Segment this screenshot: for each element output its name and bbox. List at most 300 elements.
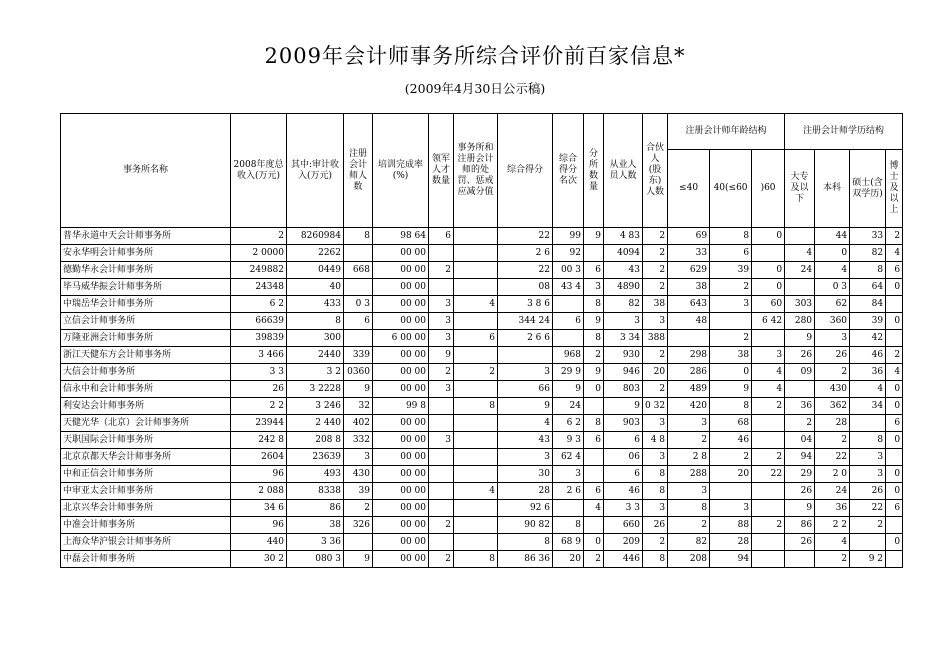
table-cell [429, 398, 454, 415]
table-cell: 4 [785, 245, 815, 262]
table-row [61, 381, 903, 398]
table-row [61, 262, 903, 279]
table-cell: 0 [752, 228, 785, 245]
table-cell: 344 24 [498, 313, 553, 330]
table-cell [454, 262, 498, 279]
header-firm-name: 事务所名称 [61, 114, 231, 228]
firm-name-cell: 中瑞岳华会计师事务所 [61, 296, 231, 313]
table-cell: 2 [815, 551, 850, 568]
table-cell: 6 [429, 228, 454, 245]
header-edu-doctor: 博士及以上 [886, 150, 903, 228]
table-cell: 69 [668, 228, 710, 245]
table-cell: 629 [668, 262, 710, 279]
table-cell: 6 [454, 330, 498, 347]
table-body [61, 228, 903, 568]
table-cell [454, 245, 498, 262]
table-cell: 2 [785, 415, 815, 432]
table-cell: 00 00 [373, 534, 429, 551]
table-cell: 3 [850, 449, 886, 466]
table-cell: 42 [850, 330, 886, 347]
table-cell: 9 3 [553, 432, 584, 449]
table-cell: 0 [752, 262, 785, 279]
firm-name-cell: 信永中和会计师事务所 [61, 381, 231, 398]
table-cell: 8 [344, 228, 373, 245]
table-cell: 3 [498, 364, 553, 381]
table-cell: 92 [553, 245, 584, 262]
table-cell: 402 [344, 415, 373, 432]
table-cell: 0 [886, 466, 903, 483]
table-cell [785, 551, 815, 568]
table-cell: 4094 [604, 245, 643, 262]
table-cell: 3 [710, 296, 752, 313]
table-cell: 2 [344, 500, 373, 517]
table-cell: 3 [429, 381, 454, 398]
table-cell: 00 00 [373, 500, 429, 517]
firm-name-cell: 浙江天健东方会计师事务所 [61, 347, 231, 364]
table-cell: 3 [643, 449, 668, 466]
table-cell: 3 34 [604, 330, 643, 347]
firm-name-cell: 毕马威华振会计师事务所 [61, 279, 231, 296]
table-cell: 33 [668, 245, 710, 262]
table-cell [850, 534, 886, 551]
table-cell: 00 3 [553, 262, 584, 279]
header-revenue: 2008年度总收入(万元) [231, 114, 287, 228]
table-cell: 09 [785, 364, 815, 381]
header-edu-bachelor: 本科 [815, 150, 850, 228]
table-cell: 3 2 [287, 364, 344, 381]
table-cell: 208 8 [287, 432, 344, 449]
table-cell [454, 347, 498, 364]
table-cell: 00 00 [373, 415, 429, 432]
table-cell: 0 [886, 279, 903, 296]
table-cell: 326 [344, 517, 373, 534]
table-cell: 86 36 [498, 551, 553, 568]
table-cell: 493 [287, 466, 344, 483]
table-cell [584, 466, 604, 483]
table-cell: 3 246 [287, 398, 344, 415]
table-cell [752, 245, 785, 262]
table-cell [886, 517, 903, 534]
table-cell: 30 2 [231, 551, 287, 568]
table-cell: 4 [815, 534, 850, 551]
table-cell: 24348 [231, 279, 287, 296]
table-cell: 9 2 [850, 551, 886, 568]
table-cell: 3 [668, 483, 710, 500]
table-cell [344, 279, 373, 296]
table-cell [752, 534, 785, 551]
table-cell [785, 381, 815, 398]
header-partners: 合伙人(股东)人数 [643, 114, 668, 228]
table-cell: 6 42 [752, 313, 785, 330]
table-cell [752, 551, 785, 568]
table-cell: 26 [850, 483, 886, 500]
table-cell: 668 [344, 262, 373, 279]
table-cell: 99 [553, 228, 584, 245]
table-cell: 9 [604, 398, 643, 415]
table-cell: 362 [815, 398, 850, 415]
table-row [61, 279, 903, 296]
table-cell: 0 3 [815, 279, 850, 296]
table-cell: 2 [584, 551, 604, 568]
table-cell: 38 [710, 347, 752, 364]
table-cell: 9 [498, 398, 553, 415]
table-row [61, 466, 903, 483]
firm-name-cell: 天职国际会计师事务所 [61, 432, 231, 449]
table-cell: 2 [850, 517, 886, 534]
table-cell: 66639 [231, 313, 287, 330]
table-cell: 22 [498, 262, 553, 279]
table-cell [886, 449, 903, 466]
table-cell: 8 [553, 517, 584, 534]
table-cell [584, 245, 604, 262]
table-cell: 36 [785, 398, 815, 415]
table-cell [785, 228, 815, 245]
table-cell: 3 [429, 313, 454, 330]
table-cell: 930 [604, 347, 643, 364]
table-cell: 20 [553, 551, 584, 568]
table-cell [886, 330, 903, 347]
header-age-group: 注册会计师年龄结构 [668, 114, 785, 150]
table-cell: 2 0 [815, 466, 850, 483]
table-cell: 8 [454, 398, 498, 415]
table-cell: 8338 [287, 483, 344, 500]
table-row [61, 534, 903, 551]
table-cell: 46 [604, 483, 643, 500]
table-cell: 8 [643, 551, 668, 568]
table-cell: 360 [815, 313, 850, 330]
table-cell: 8 [850, 262, 886, 279]
table-cell: 4 8 [643, 432, 668, 449]
table-cell: 04 [785, 432, 815, 449]
table-cell: 4890 [604, 279, 643, 296]
table-cell: 2 [429, 364, 454, 381]
table-cell: 660 [604, 517, 643, 534]
table-cell: 6 2 [553, 415, 584, 432]
table-cell: 2 [886, 347, 903, 364]
header-score: 综合得分 [498, 114, 553, 228]
table-cell: 2 2 [815, 517, 850, 534]
table-cell: 2 440 [287, 415, 344, 432]
table-cell: 489 [668, 381, 710, 398]
table-cell: 38 [287, 517, 344, 534]
table-cell: 2 [643, 228, 668, 245]
header-audit-revenue: 其中:审计收入(万元) [287, 114, 344, 228]
table-cell: 3 [710, 500, 752, 517]
table-cell: 300 [287, 330, 344, 347]
table-cell: 62 [815, 296, 850, 313]
firm-name-cell: 北京兴华会计师事务所 [61, 500, 231, 517]
table-cell: 6 [584, 432, 604, 449]
table-row [61, 398, 903, 415]
table-row [61, 551, 903, 568]
table-cell: 8 [710, 228, 752, 245]
table-cell [454, 313, 498, 330]
table-cell: 3 [668, 415, 710, 432]
table-cell: 4 [815, 262, 850, 279]
table-cell: 64 [850, 279, 886, 296]
table-cell: 96 [231, 466, 287, 483]
table-cell [553, 296, 584, 313]
firm-name-cell: 万隆亚洲会计师事务所 [61, 330, 231, 347]
table-cell [454, 415, 498, 432]
table-cell: 26 [231, 381, 287, 398]
table-cell: 24 [785, 262, 815, 279]
table-cell: 32 [344, 398, 373, 415]
table-cell [668, 330, 710, 347]
table-cell: 98 64 [373, 228, 429, 245]
table-cell: 3 [584, 279, 604, 296]
table-cell [785, 279, 815, 296]
table-row [61, 228, 903, 245]
table-cell: 080 3 [287, 551, 344, 568]
table-cell: 968 [553, 347, 584, 364]
firm-name-cell: 立信会计师事务所 [61, 313, 231, 330]
table-cell: 6 [886, 415, 903, 432]
table-cell: 2 [710, 279, 752, 296]
table-row [61, 483, 903, 500]
table-cell: 903 [604, 415, 643, 432]
table-cell: 43 [498, 432, 553, 449]
table-cell: 6 00 00 [373, 330, 429, 347]
table-cell: 0 [752, 279, 785, 296]
table-cell: 946 [604, 364, 643, 381]
table-cell: 4 [498, 415, 553, 432]
table-cell: 3 466 [231, 347, 287, 364]
table-cell: 0 [886, 432, 903, 449]
table-cell: 38 [643, 296, 668, 313]
table-cell [454, 466, 498, 483]
header-edu-college: 大专及以下 [785, 150, 815, 228]
table-cell [584, 517, 604, 534]
table-cell: 3 [498, 449, 553, 466]
table-cell: 9 [553, 381, 584, 398]
header-rank: 综合得分名次 [553, 114, 584, 228]
firm-name-cell: 中和正信会计师事务所 [61, 466, 231, 483]
table-cell: 4 83 [604, 228, 643, 245]
table-cell [429, 483, 454, 500]
table-cell: 9 [584, 313, 604, 330]
table-cell: 28 [710, 534, 752, 551]
table-cell: 3 3 [231, 364, 287, 381]
table-cell: 66 [498, 381, 553, 398]
table-cell: 00 00 [373, 466, 429, 483]
table-cell: 332 [344, 432, 373, 449]
table-row [61, 517, 903, 534]
table-row [61, 296, 903, 313]
table-cell: 2 [815, 364, 850, 381]
table-cell: 3 8 6 [498, 296, 553, 313]
header-branches: 分所数量 [584, 114, 604, 228]
table-cell: 2440 [287, 347, 344, 364]
table-cell: 84 [850, 296, 886, 313]
table-cell: 34 6 [231, 500, 287, 517]
table-cell: 0449 [287, 262, 344, 279]
table-cell: 2 [710, 330, 752, 347]
table-cell: 8 [643, 483, 668, 500]
table-cell: 0 [584, 381, 604, 398]
table-cell: 23944 [231, 415, 287, 432]
table-cell: 4 [752, 381, 785, 398]
table-cell: 68 9 [553, 534, 584, 551]
table-cell: 208 [668, 551, 710, 568]
table-cell: 2 0000 [231, 245, 287, 262]
table-cell: 06 [604, 449, 643, 466]
firm-name-cell: 中磊会计师事务所 [61, 551, 231, 568]
table-cell: 9 [710, 381, 752, 398]
table-cell [553, 500, 584, 517]
header-age-40-60: 40(≤60 [710, 150, 752, 228]
table-cell: 0 32 [643, 398, 668, 415]
table-cell: 8 [850, 432, 886, 449]
table-cell: 8 [287, 313, 344, 330]
table-cell [429, 245, 454, 262]
table-cell [710, 313, 752, 330]
firm-name-cell: 安永华明会计师事务所 [61, 245, 231, 262]
table-cell [454, 534, 498, 551]
table-cell: 6 [553, 313, 584, 330]
table-cell: 30 [498, 466, 553, 483]
table-cell: 39839 [231, 330, 287, 347]
table-cell: 00 00 [373, 245, 429, 262]
table-cell: 0 [886, 313, 903, 330]
table-cell: 00 00 [373, 551, 429, 568]
table-cell: 9 [584, 228, 604, 245]
table-cell: 2 [429, 262, 454, 279]
table-cell: 88 [710, 517, 752, 534]
table-cell: 2 [454, 364, 498, 381]
table-cell: 4 [454, 296, 498, 313]
table-cell: 280 [785, 313, 815, 330]
table-cell: 6 [886, 500, 903, 517]
table-cell: 2 [429, 517, 454, 534]
table-cell: 2 [584, 347, 604, 364]
table-cell: 2604 [231, 449, 287, 466]
firm-name-cell: 德勤华永会计师事务所 [61, 262, 231, 279]
table-cell: 46 [710, 432, 752, 449]
table-cell: 23639 [287, 449, 344, 466]
table-cell: 2 [886, 228, 903, 245]
table-cell: 22 [498, 228, 553, 245]
table-cell [752, 432, 785, 449]
page-title: 2009年会计师事务所综合评价前百家信息* [264, 44, 686, 68]
table-cell [886, 551, 903, 568]
table-cell: 3 [643, 500, 668, 517]
table-cell: 2 [643, 381, 668, 398]
table-cell: 00 00 [373, 262, 429, 279]
table-cell: 43 [604, 262, 643, 279]
table-cell: 26 [785, 534, 815, 551]
table-cell: 39 [850, 313, 886, 330]
table-cell: 0 [886, 483, 903, 500]
table-cell: 2 8 [668, 449, 710, 466]
table-cell: 82 [850, 245, 886, 262]
table-cell: 9 [344, 551, 373, 568]
table-cell: 3 [553, 466, 584, 483]
table-cell: 26 [643, 517, 668, 534]
table-cell: 9 [429, 347, 454, 364]
table-cell: 0 [710, 364, 752, 381]
table-cell: 3 36 [287, 534, 344, 551]
table-cell: 3 [643, 415, 668, 432]
table-cell: 62 4 [553, 449, 584, 466]
table-cell: 6 [584, 262, 604, 279]
table-cell: 44 [815, 228, 850, 245]
firm-name-cell: 利安达会计师事务所 [61, 398, 231, 415]
header-staff: 从业人员人数 [604, 114, 643, 228]
table-row [61, 330, 903, 347]
table-cell: 26 [785, 347, 815, 364]
table-cell [344, 330, 373, 347]
table-cell: 2 [668, 432, 710, 449]
table-cell: 2 [752, 449, 785, 466]
table-cell: 46 [850, 347, 886, 364]
table-cell: 0 [886, 534, 903, 551]
table-cell: 4 [886, 364, 903, 381]
table-cell: 94 [785, 449, 815, 466]
table-cell: 440 [231, 534, 287, 551]
table-cell [344, 534, 373, 551]
table-row [61, 364, 903, 381]
table-cell: 242 8 [231, 432, 287, 449]
table-cell: 00 00 [373, 483, 429, 500]
table-cell: 38 [668, 279, 710, 296]
table-cell: 6 2 [231, 296, 287, 313]
table-cell [429, 415, 454, 432]
table-cell [454, 279, 498, 296]
table-cell: 24 [553, 398, 584, 415]
table-cell: 39 [344, 483, 373, 500]
table-cell: 8 [454, 551, 498, 568]
table-cell: 8 [498, 534, 553, 551]
table-cell: 8 [643, 466, 668, 483]
table-cell: 388 [643, 330, 668, 347]
table-row [61, 313, 903, 330]
table-cell: 29 9 [553, 364, 584, 381]
table-cell: 8260984 [287, 228, 344, 245]
table-cell: 298 [668, 347, 710, 364]
table-row [61, 500, 903, 517]
table-cell: 00 00 [373, 364, 429, 381]
firm-name-cell: 中准会计师事务所 [61, 517, 231, 534]
table-cell: 68 [710, 415, 752, 432]
table-cell: 3 3 [604, 500, 643, 517]
table-cell [454, 228, 498, 245]
table-row [61, 415, 903, 432]
table-cell: 3 [752, 347, 785, 364]
table-cell: 2 [643, 245, 668, 262]
table-cell: 249882 [231, 262, 287, 279]
table-cell [429, 466, 454, 483]
table-cell: 00 00 [373, 381, 429, 398]
header-age-under-40: ≤40 [668, 150, 710, 228]
table-cell: 00 00 [373, 279, 429, 296]
table-cell: 4 [886, 245, 903, 262]
table-cell: 8 [584, 296, 604, 313]
table-cell: 00 00 [373, 449, 429, 466]
table-cell: 0 [815, 245, 850, 262]
table-cell [710, 483, 752, 500]
table-cell: 209 [604, 534, 643, 551]
table-cell [454, 449, 498, 466]
table-cell: 2 [643, 347, 668, 364]
table-cell: 803 [604, 381, 643, 398]
table-cell: 22 [815, 449, 850, 466]
table-cell [454, 432, 498, 449]
table-cell: 2 [752, 517, 785, 534]
table-cell: 60 [752, 296, 785, 313]
table-cell: 4 [584, 500, 604, 517]
table-cell: 00 00 [373, 313, 429, 330]
